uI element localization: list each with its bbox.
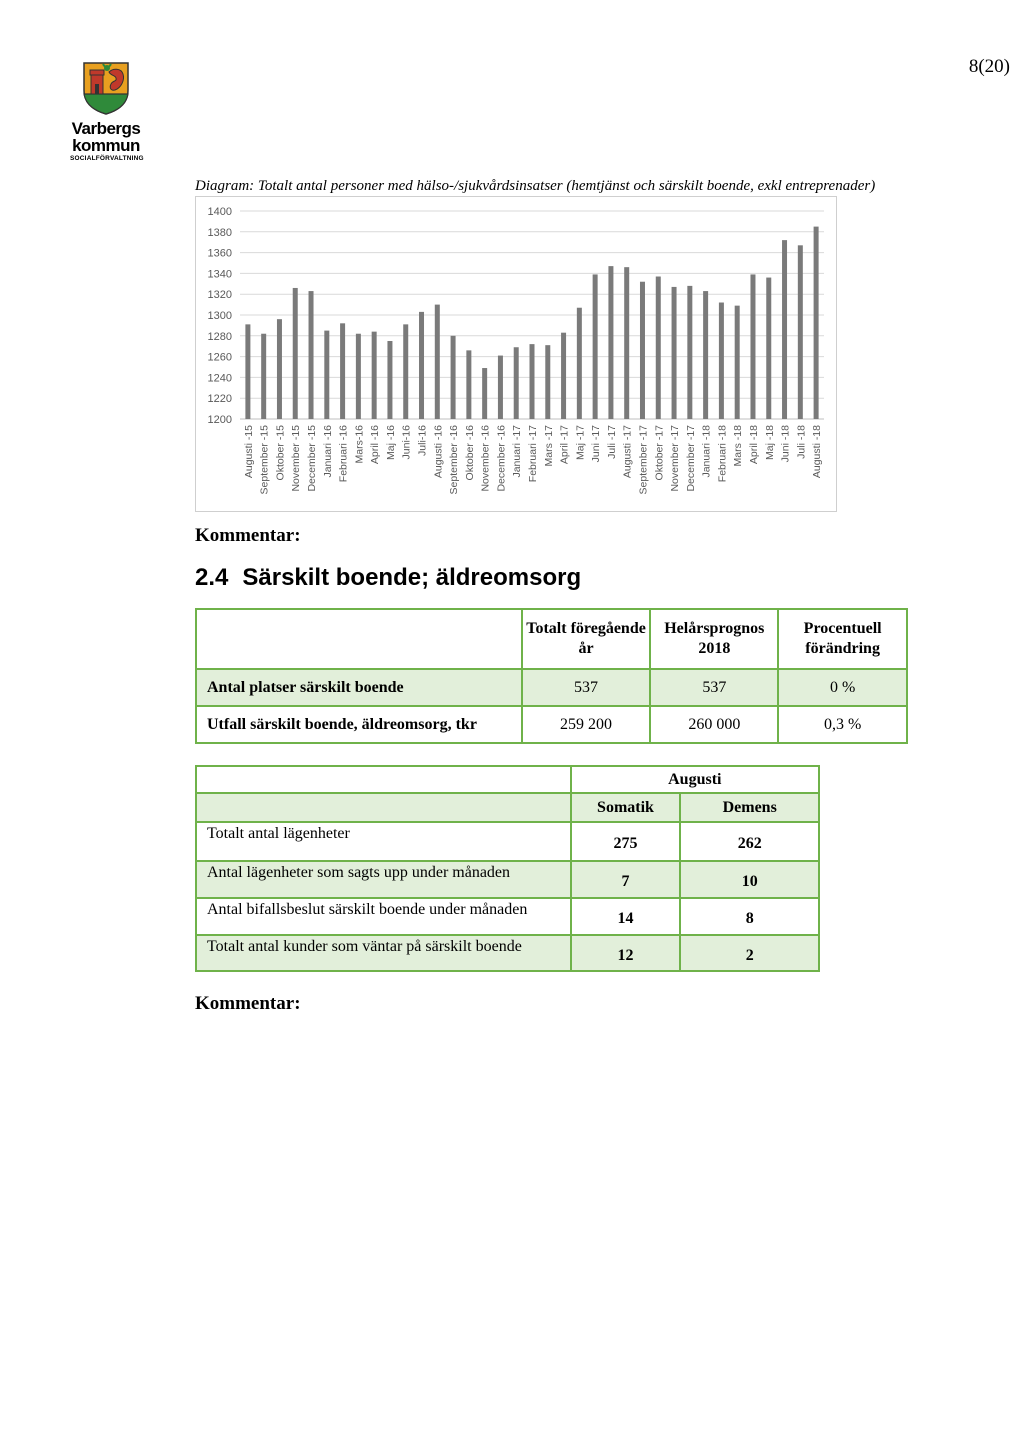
y-tick-label: 1200 [207,414,232,426]
bar [482,368,487,419]
cell-value: 7 [571,861,681,898]
chart-caption: Diagram: Totalt antal personer med hälso-/sjukvårdsinsatser (hemtjänst och särskilt boende, exkl entreprenader) [195,178,876,194]
y-tick-label: 1360 [207,247,232,260]
bar [340,323,345,419]
header-forecast: Helårsprognos 2018 [650,609,778,669]
x-tick-label: Juni -18 [779,425,792,463]
x-tick-label: Augusti -17 [621,425,634,479]
x-tick-label: Mars-16 [353,425,366,464]
x-tick-label: Juni -17 [590,425,603,463]
comment-label-2: Kommentar: [195,993,301,1014]
x-tick-label: November -16 [479,425,492,492]
bar [387,341,392,419]
coat-of-arms-icon [81,60,131,116]
bar [593,274,598,419]
x-tick-label: December -17 [684,425,697,492]
x-tick-label: April -16 [369,425,382,465]
x-tick-label: Januari -18 [700,425,713,478]
header-previous-year: Totalt föregående år [522,609,651,669]
x-tick-label: September -17 [637,425,650,495]
x-tick-label: November -17 [669,425,682,492]
header-empty [196,766,571,793]
bar [608,266,613,419]
bar [530,344,535,419]
y-tick-label: 1260 [207,351,232,364]
cell-value: 537 [522,669,651,706]
cell-value: 0 % [778,669,907,706]
bar [309,291,314,419]
bar [545,345,550,419]
bar [356,334,361,419]
x-tick-label: Maj -18 [763,425,776,461]
bar [656,277,661,419]
table-row [196,706,907,743]
x-tick-label: Augusti -15 [242,425,255,479]
x-tick-label: Juli -18 [795,425,808,459]
x-tick-label: April -18 [747,425,760,465]
x-tick-label: December -16 [495,425,508,492]
x-tick-label: December -15 [306,425,319,492]
bar [293,288,298,419]
row-label: Totalt antal lägenheter [196,822,571,861]
bar [766,278,771,419]
header-empty [196,793,571,822]
header-month: Augusti [571,766,819,793]
bar [372,332,377,419]
row-label: Antal bifallsbeslut särskilt boende under månaden [196,898,571,935]
x-tick-label: Juli -17 [605,425,618,459]
cell-value: 0,3 % [778,706,907,743]
logo-text-department: SOCIALFÖRVALTNING [70,155,144,162]
bar [719,303,724,419]
table-row [196,669,907,706]
x-tick-label: September -16 [448,425,461,495]
x-tick-label: Januari -17 [511,425,524,478]
x-tick-label: November -15 [290,425,303,492]
section-number: 2.4 [195,564,229,591]
y-tick-label: 1400 [207,206,232,218]
row-label: Antal lägenheter som sagts upp under månaden [196,861,571,898]
bar [672,287,677,419]
y-tick-label: 1300 [207,310,232,322]
bar [703,291,708,419]
bar [466,350,471,419]
y-tick-label: 1220 [207,393,232,406]
cell-value: 260 000 [650,706,778,743]
y-tick-label: 1240 [207,372,232,385]
x-tick-label: April -17 [558,425,571,465]
cell-value: 8 [680,898,819,935]
row-label: Utfall särskilt boende, äldreomsorg, tkr [196,706,522,743]
bar [640,282,645,419]
table-row [196,822,819,861]
cell-value: 259 200 [522,706,651,743]
row-label: Antal platser särskilt boende [196,669,522,706]
bar-chart-svg [196,197,838,513]
comment-label-1: Kommentar: [195,525,301,546]
table-row [196,861,819,898]
bar [687,286,692,419]
varbergs-kommun-logo [70,60,142,162]
bar [561,333,566,419]
cell-value: 262 [680,822,819,861]
x-tick-label: Februari -17 [527,425,539,483]
x-tick-label: Augusti -18 [811,425,824,479]
bar [451,336,456,419]
page-number: 8(20) [968,56,1010,77]
cell-value: 12 [571,935,681,971]
logo-text-kommun: kommun [72,136,140,155]
table-column-header-row [196,793,819,822]
bar [245,324,250,419]
x-tick-label: Januari -16 [321,425,334,478]
bar [735,306,740,419]
cell-value: 537 [650,669,778,706]
bar [750,274,755,419]
y-tick-label: 1380 [207,226,232,239]
section-heading [195,564,581,592]
y-tick-label: 1340 [207,268,232,281]
row-label: Totalt antal kunder som väntar på särskilt boende [196,935,571,971]
x-tick-label: Mars -18 [732,425,745,467]
bar [624,267,629,419]
table-group-header-row [196,766,819,793]
bar [577,308,582,419]
bar [324,331,329,419]
bar [435,305,440,419]
logo-text-varbergs: Varbergs [71,119,141,138]
bar [782,240,787,419]
x-tick-label: September -15 [258,425,271,495]
x-tick-label: Oktober -16 [463,425,476,481]
bar [261,334,266,419]
bar [403,324,408,419]
header-percent-change: Procentuell förändring [778,609,907,669]
x-tick-label: Oktober -17 [653,425,666,481]
x-tick-label: Juli-16 [416,425,429,456]
x-tick-label: Februari -16 [337,425,350,483]
x-tick-label: Juni-16 [400,425,413,460]
y-tick-label: 1320 [207,289,232,302]
cell-value: 10 [680,861,819,898]
x-tick-label: Maj -17 [574,425,587,461]
bar [514,347,519,419]
budget-table-header [196,609,907,669]
apartments-table [195,765,820,972]
table-row [196,898,819,935]
bar [419,312,424,419]
x-tick-label: Mars -17 [542,425,555,467]
header-somatik: Somatik [571,793,681,822]
bar [814,227,819,419]
table-row [196,935,819,971]
bar-chart [195,196,837,512]
bar [277,319,282,419]
section-title: Särskilt boende; äldreomsorg [242,564,582,591]
cell-value: 2 [680,935,819,971]
x-tick-label: Oktober -15 [274,425,287,481]
header-empty [196,609,522,669]
header-demens: Demens [680,793,819,822]
x-tick-label: Februari -18 [716,425,729,483]
cell-value: 14 [571,898,681,935]
bar [798,245,803,419]
bar [498,356,503,419]
y-tick-label: 1280 [207,330,232,343]
x-tick-label: Augusti -16 [432,425,445,479]
cell-value: 275 [571,822,681,861]
budget-table [195,608,908,744]
x-tick-label: Maj -16 [384,425,397,461]
